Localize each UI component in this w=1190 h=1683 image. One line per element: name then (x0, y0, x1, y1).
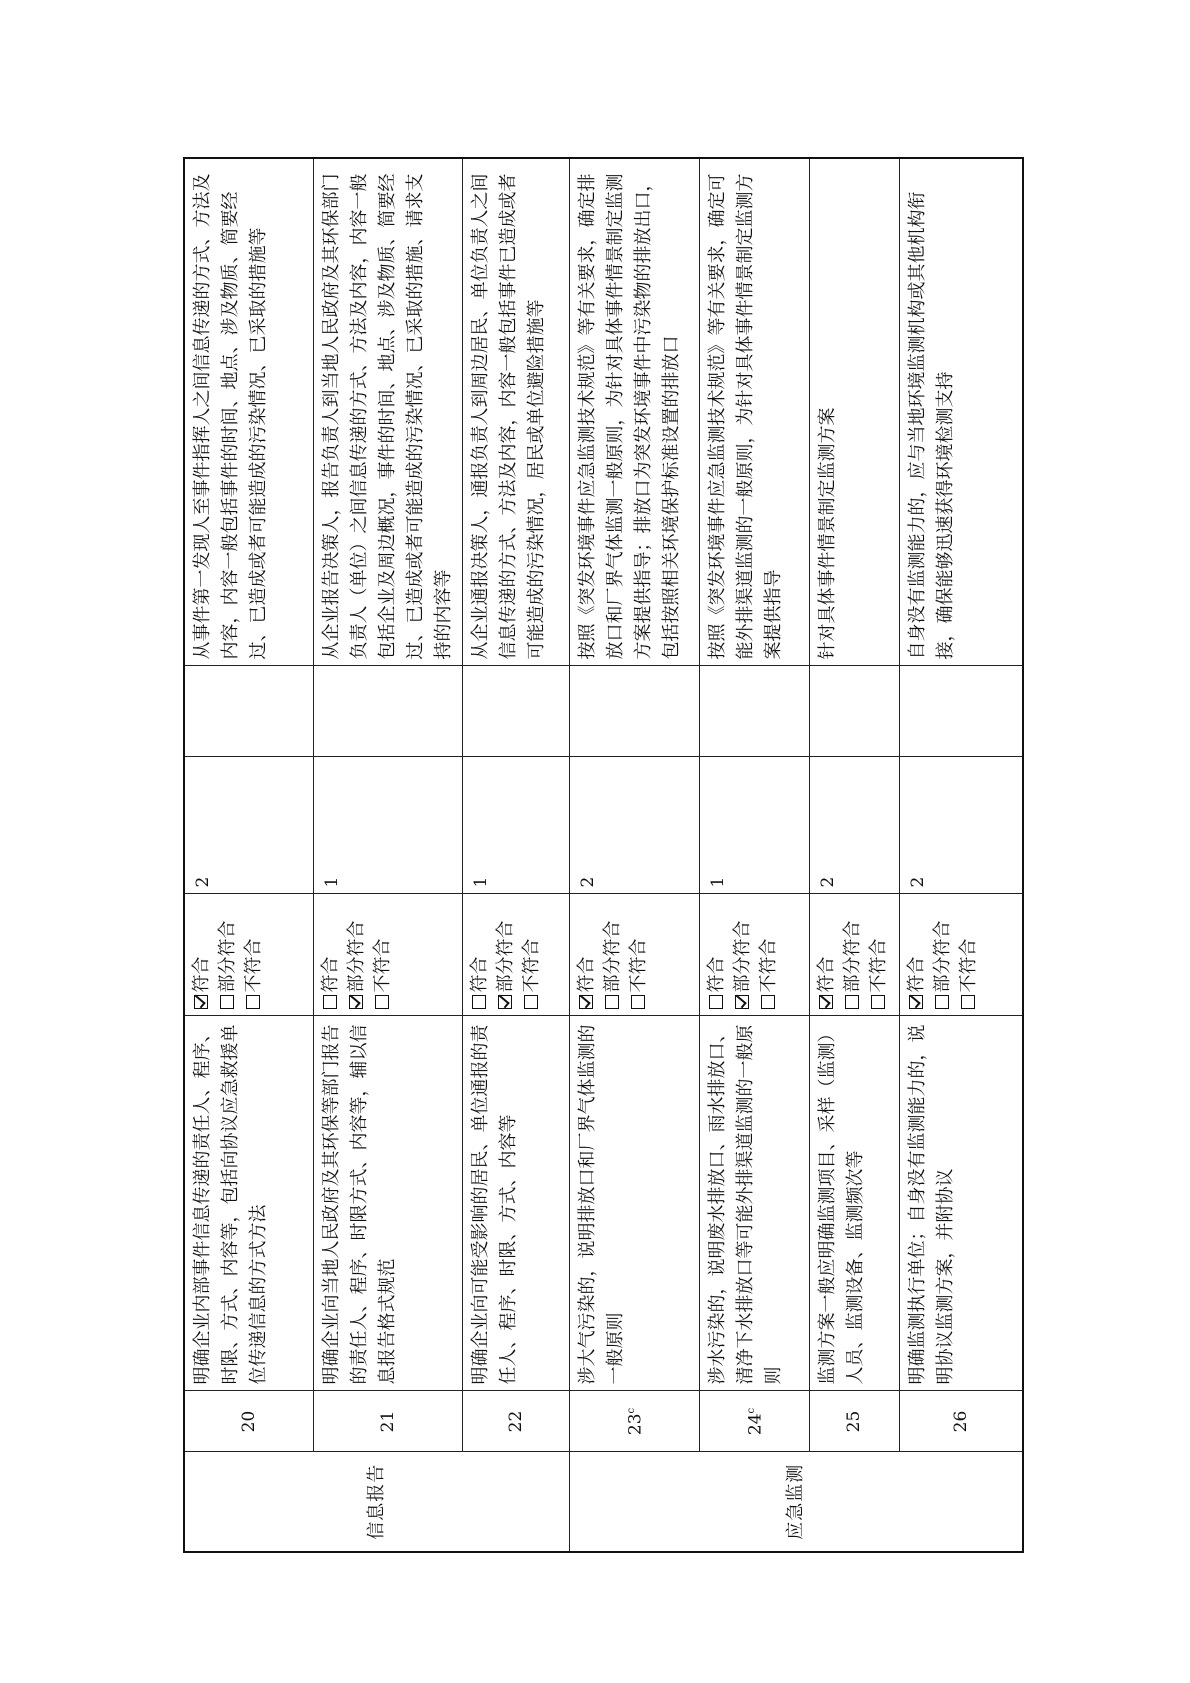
table-row (313, 158, 462, 1552)
remark-cell: 按照《突发环境事件应急监测技术规范》等有关要求，确定可能外排渠道监测的一般原则，为针对具体事件情景制定监测方案提供指导 (699, 158, 809, 666)
remark-cell: 按照《突发环境事件应急监测技术规范》等有关要求，确定排放口和厂界气体监测一般原则，为针对具体事件情景制定监测方案提供指导；排放口为突发环境事件中污染物的排放出口，包括按照相关环境保护标准设置的排放口 (569, 158, 699, 666)
option-noncompliant[interactable]: 不符合 (956, 901, 982, 1010)
table-row (809, 158, 899, 1552)
requirement-cell: 涉水污染的，说明废水排放口、雨水排放口、清净下水排放口等可能外排渠道监测的一般原则 (699, 1016, 809, 1391)
score-cell: 2 (809, 757, 899, 894)
item-number: 23$^c$ (569, 1391, 699, 1452)
deduction-cell (184, 666, 313, 757)
score-cell: 1 (313, 757, 462, 894)
requirement-cell: 明确企业内部事件信息传递的责任人、程序、时限、方式、内容等，包括向协议应急救援单位传递信息的方式方法 (184, 1016, 313, 1391)
compliance-options (184, 894, 313, 1016)
score-cell: 1 (699, 757, 809, 894)
compliance-options (462, 894, 569, 1016)
checked-box-icon (498, 996, 512, 1010)
option-partial[interactable]: 部分符合 (730, 901, 756, 1010)
option-partial[interactable]: 部分符合 (493, 901, 519, 1010)
checkbox-icon (246, 996, 260, 1010)
option-noncompliant[interactable]: 不符合 (519, 901, 545, 1010)
item-number: 21 (313, 1391, 462, 1452)
option-noncompliant[interactable]: 不符合 (756, 901, 782, 1010)
category-cell (569, 1452, 1023, 1552)
assessment-table (183, 157, 1024, 1553)
option-partial[interactable]: 部分符合 (215, 901, 241, 1010)
option-compliant[interactable]: 符合 (814, 901, 840, 1010)
table-row (899, 158, 1023, 1552)
option-partial[interactable]: 部分符合 (930, 901, 956, 1010)
option-compliant[interactable]: 符合 (318, 901, 344, 1010)
option-partial[interactable]: 部分符合 (840, 901, 866, 1010)
checkbox-icon (961, 996, 975, 1010)
option-partial[interactable]: 部分符合 (344, 901, 370, 1010)
checkbox-icon (631, 996, 645, 1010)
checked-box-icon (194, 996, 208, 1010)
checked-box-icon (909, 996, 923, 1010)
table-row (184, 158, 313, 1552)
category-cell (184, 1452, 569, 1552)
deduction-cell (699, 666, 809, 757)
compliance-options (313, 894, 462, 1016)
option-compliant[interactable]: 符合 (574, 901, 600, 1010)
deduction-cell (313, 666, 462, 757)
deduction-cell (462, 666, 569, 757)
remark-cell: 从企业报告决策人，报告负责人到当地人民政府及其环保部门负责人（单位）之间信息传递的方式、方法及内容，内容一般包括企业及周边概况，事件的时间、地点、涉及物质、简要经过、已造成或者可能造成的污染情况、已采取的措施、请求支持的内容等 (313, 158, 462, 666)
checked-box-icon (579, 996, 593, 1010)
table-row (699, 158, 809, 1552)
requirement-cell: 明确监测执行单位；自身没有监测能力的，说明协议监测方案，并附协议 (899, 1016, 1023, 1391)
checkbox-icon (605, 996, 619, 1010)
item-number: 22 (462, 1391, 569, 1452)
deduction-cell (569, 666, 699, 757)
checkbox-icon (323, 996, 337, 1010)
checkbox-icon (524, 996, 538, 1010)
option-partial[interactable]: 部分符合 (600, 901, 626, 1010)
table-row (462, 158, 569, 1552)
category-label: 信息报告 (365, 1463, 387, 1540)
checkbox-icon (845, 996, 859, 1010)
remark-cell: 自身没有监测能力的，应与当地环境监测机构或其他机构衔接，确保能够迅速获得环境检测支持 (899, 158, 1023, 666)
checkbox-icon (709, 996, 723, 1010)
checkbox-icon (375, 996, 389, 1010)
remark-cell: 从事件第一发现人至事件指挥人之间信息传递的方式、方法及内容，内容一般包括事件的时间、地点、涉及物质、简要经过、已造成或者可能造成的污染情况、已采取的措施等 (184, 158, 313, 666)
item-number: 26 (899, 1391, 1023, 1452)
remark-cell: 从企业通报决策人，通报负责人到周边居民、单位负责人之间信息传递的方式、方法及内容，内容一般包括事件已造成或者可能造成的污染情况，居民或单位避险措施等 (462, 158, 569, 666)
option-compliant[interactable]: 符合 (904, 901, 930, 1010)
checkbox-icon (935, 996, 949, 1010)
requirement-cell: 涉大气污染的，说明排放口和厂界气体监测的一般原则 (569, 1016, 699, 1391)
requirement-cell: 明确企业向可能受影响的居民、单位通报的责任人、程序、时限、方式、内容等 (462, 1016, 569, 1391)
option-noncompliant[interactable]: 不符合 (370, 901, 396, 1010)
compliance-options (569, 894, 699, 1016)
compliance-options (809, 894, 899, 1016)
option-noncompliant[interactable]: 不符合 (866, 901, 892, 1010)
score-cell: 1 (462, 757, 569, 894)
item-number: 20 (184, 1391, 313, 1452)
option-compliant[interactable]: 符合 (467, 901, 493, 1010)
checkbox-icon (871, 996, 885, 1010)
score-cell: 2 (899, 757, 1023, 894)
score-cell: 2 (184, 757, 313, 894)
checked-box-icon (819, 996, 833, 1010)
checkbox-icon (472, 996, 486, 1010)
checkbox-icon (761, 996, 775, 1010)
score-cell: 2 (569, 757, 699, 894)
item-number: 24$^c$ (699, 1391, 809, 1452)
item-number: 25 (809, 1391, 899, 1452)
requirement-cell: 监测方案一般应明确监测项目、采样（监测）人员、监测设备、监测频次等 (809, 1016, 899, 1391)
option-noncompliant[interactable]: 不符合 (626, 901, 652, 1010)
deduction-cell (809, 666, 899, 757)
checkbox-icon (220, 996, 234, 1010)
checked-box-icon (349, 996, 363, 1010)
remark-cell: 针对具体事件情景制定监测方案 (809, 158, 899, 666)
table-row (569, 158, 699, 1552)
category-label: 应急监测 (784, 1463, 806, 1540)
option-compliant[interactable]: 符合 (704, 901, 730, 1010)
compliance-options (899, 894, 1023, 1016)
requirement-cell: 明确企业向当地人民政府及其环保等部门报告的责任人、程序、时限方式、内容等，辅以信息报告格式规范 (313, 1016, 462, 1391)
deduction-cell (899, 666, 1023, 757)
option-compliant[interactable]: 符合 (189, 901, 215, 1010)
option-noncompliant[interactable]: 不符合 (241, 901, 267, 1010)
compliance-options (699, 894, 809, 1016)
checked-box-icon (735, 996, 749, 1010)
rotated-table-container (183, 159, 1003, 1553)
